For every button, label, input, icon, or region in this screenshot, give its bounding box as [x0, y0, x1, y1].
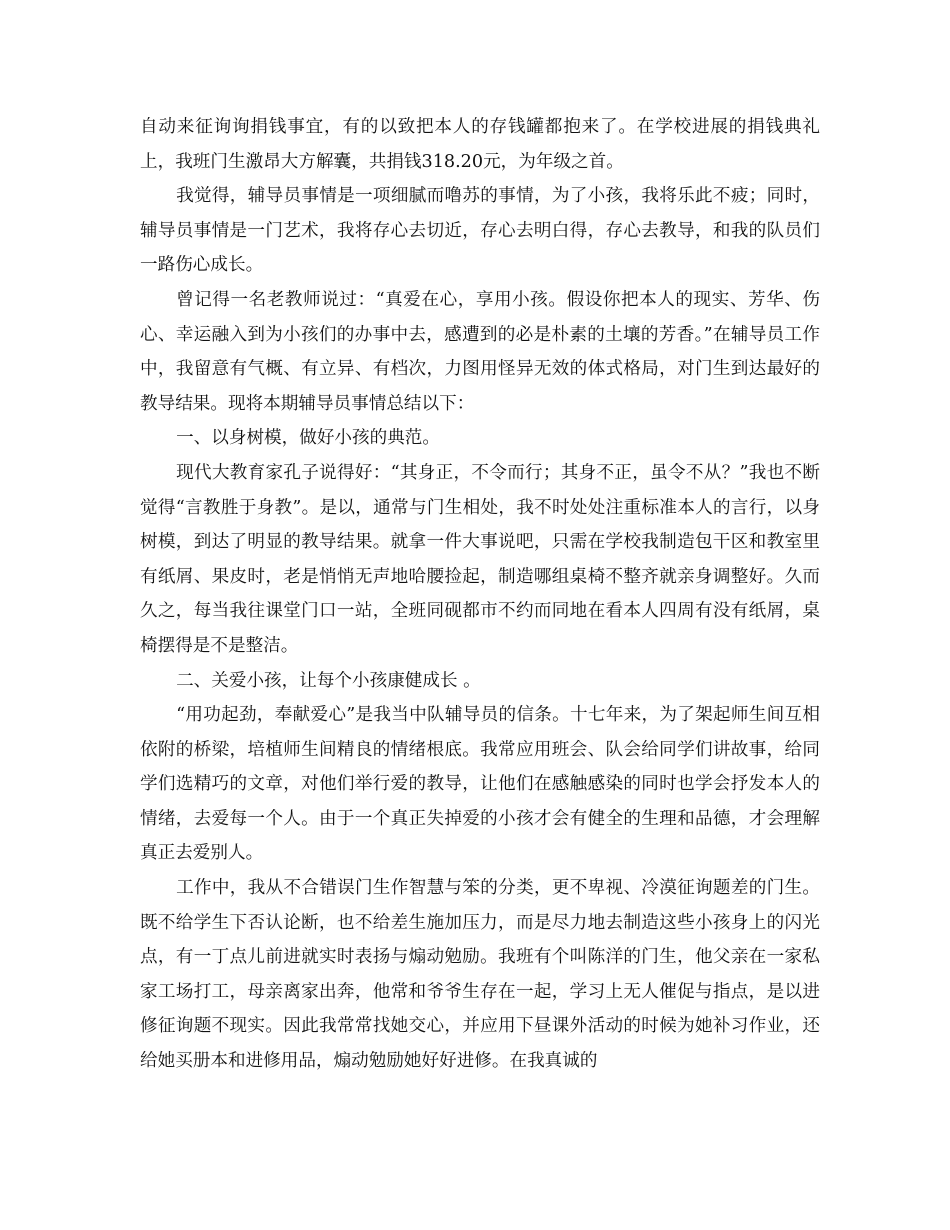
paragraph-teacher-quote: 曾记得一名老教师说过：“真爱在心，享用小孩。假设你把本人的现实、芳华、伤心、幸运融入到为小孩们的办事中去，感遭到的必是朴素的土壤的芳香。”在辅导员工作中，我留意有气概、有立异、有档次，力图用怪异无效的体式格局，对门生到达最好的教导结果。现将本期辅导员事情总结以下：: [140, 289, 820, 414]
section-heading-2: 二、关爱小孩，让每个小孩康健成长 。: [176, 670, 481, 691]
paragraph-student-care: 工作中，我从不合错误门生作智慧与笨的分类，更不卑视、冷漠征询题差的门生。既不给学生下否认论断，也不给差生施加压力，而是尽力地去制造这些小孩身上的闪光点，有一丁点儿前进就实时表扬与煽动勉励。我班有个叫陈洋的门生，他父亲在一家私家工场打工，母亲离家出奔，他常和爷爷生存在一起，学习上无人催促与指点，是以进修征询题不现实。因此我常常找她交心，并应用下昼课外活动的时候为她补习作业，还给她买册本和进修用品，煽动勉励她好好进修。在我真诚的: [140, 878, 820, 1072]
paragraph-dedication: “用功起劲，奉献爱心”是我当中队辅导员的信条。十七年来，为了架起师生间互相依附的桥梁，培植师生间精良的情绪根底。我常应用班会、队会给同学们讲故事，给同学们选精巧的文章，对他们举行爱的教导，让他们在感触感染的同时也学会抒发本人的情绪，去爱每一个人。由于一个真正失掉爱的小孩才会有健全的生理和品德，才会理解真正去爱别人。: [140, 705, 820, 864]
paragraph-continuation: 自动来征询询捐钱事宜，有的以致把本人的存钱罐都抱来了。在学校进展的捐钱典礼上，我班门生激昂大方解囊，共捐钱318.20元，为年级之首。: [140, 117, 820, 172]
paragraph-lead-by-example: 现代大教育家孔子说得好：“其身正，不令而行；其身不正，虽令不从？”我也不断觉得“言教胜于身教”。是以，通常与门生相处，我不时处处注重标准本人的言行，以身树模，到达了明显的教导结果。就拿一件大事说吧，只需在学校我制造包干区和教室里有纸屑、果皮时，老是悄悄无声地哈腰捡起，制造哪组桌椅不整齐就亲身调整好。久而久之，每当我往课堂门口一站，全班同砚都市不约而同地在看本人四周有没有纸屑，桌椅摆得是不是整洁。: [140, 462, 820, 656]
document-body: [140, 110, 820, 1079]
section-heading-1: 一、以身树模，做好小孩的典范。: [176, 428, 440, 449]
paragraph-counselor-reflection: 我觉得，辅导员事情是一项细腻而噜苏的事情，为了小孩，我将乐此不疲；同时，辅导员事情是一门艺术，我将存心去切近，存心去明白得，存心去教导，和我的队员们一路伤心成长。: [140, 186, 820, 276]
